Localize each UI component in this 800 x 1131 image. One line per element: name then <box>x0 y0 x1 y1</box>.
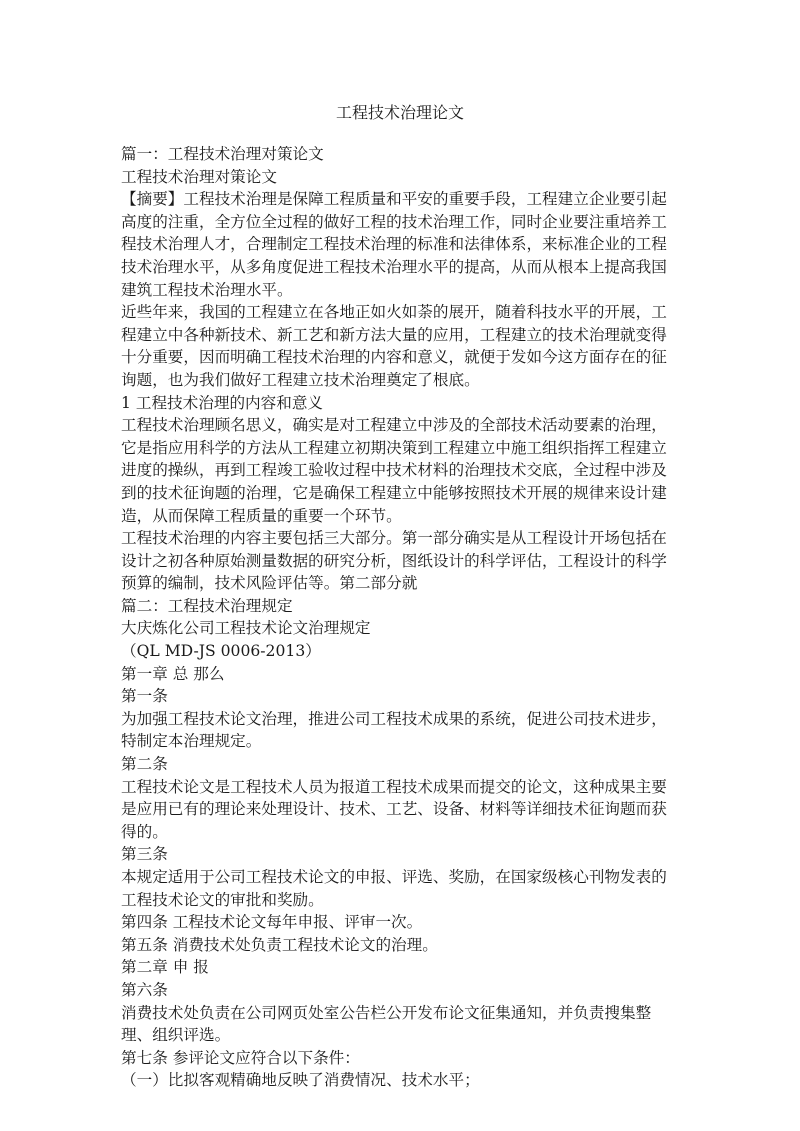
paragraph: 第六条 <box>121 980 168 999</box>
paragraph: 篇一：工程技术治理对策论文 <box>121 145 324 163</box>
paragraph: （QL MD-JS 0006-2013） <box>121 642 321 661</box>
paragraph: 第二章 申 报 <box>121 958 209 977</box>
document-body <box>121 143 681 1092</box>
paragraph: 工程技术论文是工程技术人员为报道工程技术成果而提交的论文，这种成果主要是应用已有的理论来处理设计、技术、工艺、设备、材料等详细技术征询题而获得的。 <box>121 777 667 841</box>
paragraph: 工程技术治理顾名思义，确实是对工程建立中涉及的全部技术活动要素的治理，它是指应用科学的方法从工程建立初期决策到工程建立中施工组织指挥工程建立进度的操纵，再到工程竣工验收过程中技术材料的治理技术交底，全过程中涉及到的技术征询题的治理，它是确保工程建立中能够按照技术开展的规律来设计建造，从而保障工程质量的重要一个环节。 <box>121 416 667 525</box>
paragraph: 大庆炼化公司工程技术论文治理规定 <box>121 619 371 638</box>
paragraph: 为加强工程技术论文治理，推进公司工程技术成果的系统，促进公司技术进步，特制定本治理规定。 <box>121 709 667 751</box>
paragraph: 第五条 消费技术处负责工程技术论文的治理。 <box>121 935 438 954</box>
paragraph: 1 工程技术治理的内容和意义 <box>121 393 324 412</box>
paragraph: 第一条 <box>121 687 168 706</box>
paragraph: 工程技术治理对策论文 <box>121 167 277 186</box>
paragraph: 消费技术处负责在公司网页处室公告栏公开发布论文征集通知，并负责搜集整理、组织评选。 <box>121 1003 652 1045</box>
paragraph: 本规定适用于公司工程技术论文的申报、评选、奖励，在国家级核心刊物发表的工程技术论文的审批和奖励。 <box>121 868 667 909</box>
paragraph: 工程技术治理的内容主要包括三大部分。第一部分确实是从工程设计开场包括在设计之初各种原始测量数据的研究分析，图纸设计的科学评估，工程设计的科学预算的编制，技术风险评估等。第二部分就 <box>121 529 667 593</box>
paragraph: 第四条 工程技术论文每年申报、评审一次。 <box>121 913 423 932</box>
paragraph: 近些年来，我国的工程建立在各地正如火如荼的展开，随着科技水平的开展，工程建立中各种新技术、新工艺和新方法大量的应用，工程建立的技术治理就变得十分重要，因而明确工程技术治理的内容和意义，就便于发如今这方面存在的征询题，也为我们做好工程建立技术治理奠定了根底。 <box>121 303 667 389</box>
paragraph: 第三条 <box>121 845 168 864</box>
paragraph: 篇二：工程技术治理规定 <box>121 596 293 615</box>
paragraph: 第七条 参评论文应符合以下条件： <box>121 1048 360 1067</box>
paragraph: 【摘要】工程技术治理是保障工程质量和平安的重要手段，工程建立企业要引起高度的注重，全方位全过程的做好工程的技术治理工作，同时企业要注重培养工程技术治理人才，合理制定工程技术治理的标准和法律体系，来标准企业的工程技术治理水平，从多角度促进工程技术治理水平的提高，从而从根本上提高我国建筑工程技术治理水平。 <box>121 190 667 299</box>
paragraph: （一）比拟客观精确地反映了消费情况、技术水平； <box>121 1071 480 1090</box>
paragraph: 第一章 总 那么 <box>121 664 225 683</box>
document-title: 工程技术治理论文 <box>335 103 464 122</box>
paragraph: 第二条 <box>121 755 168 774</box>
